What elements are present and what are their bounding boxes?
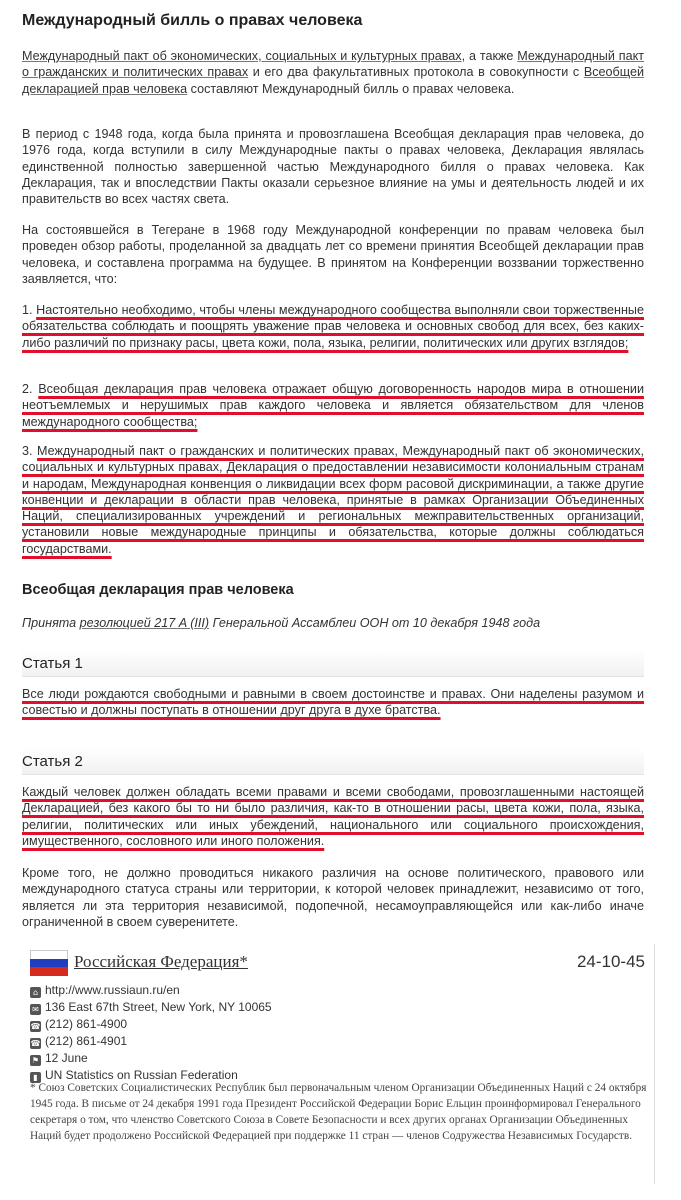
proclamation-point-1: 1. Настоятельно необходимо, чтобы члены международного сообщества выполняли свои торжественные обязательства соблюдать и поощрять уважение прав человека и основных свобод для всех, без каких-либо различий по признаку расы, цвета кожи, пола, языка, религии, политических или других взглядов; [22,303,644,350]
article-1-text: Все люди рождаются свободными и равными в своем достоинстве и правах. Они наделены разумом и совестью и должны поступать в отношении друг друга в духе братства. [22,687,644,718]
website-row [30,982,180,999]
iccpr-link[interactable]: Международный пакт о гражданских и политических правах [22,49,644,80]
russia-flag-icon [30,950,68,976]
address-row: ✉ 136 East 67th Street, New York, NY 10065 [30,999,272,1016]
chart-icon: ▮ [30,1072,41,1083]
tehran-paragraph: На состоявшейся в Тегеране в 1968 году Международной конференции по правам человека был проведен обзор работы, проделанной за двадцать лет со времени принятия Всеобщей декларации прав человека, и составлена программа на будущее. В принятом на Конференции воззвании торжественно заявляется, что: [22,223,644,286]
history-paragraph: В период с 1948 года, когда была принята и провозглашена Всеобщая декларация прав человека, до 1976 года, когда вступили в силу Международные пакты о правах человека, Декларация являлась единственной полностью завершенной частью Международного билля о правах человека. Как Декларация, так и впоследствии Пакты оказали серьезное влияние на умы и деятельность людей и их правительств во всех частях света. [22,127,644,207]
national-day-row: ⚑ 12 June [31,1051,88,1065]
envelope-icon: ✉ [30,1004,41,1015]
phone-icon: ☎ [30,1022,41,1031]
footnote: * Союз Советских Социалистических Республик был первоначальным членом Организации Объединенных Наций с 24 октября 1945 года. В письме от 24 декабря 1991 года Президент Российской Федерации Борис Ельцин проинформировал Генерального секретаря о том, что членство Советского Союза в Совете Безопасности и всех других органах Организации Объединенных Наций будет продолжено Российской Федерацией при поддержке 11 стран — членов Содружества Независимых Государств. [30,1082,647,1142]
country-name-link[interactable]: Российская Федерация* [74,952,248,971]
icescr-link[interactable]: Международный пакт об экономических, социальных и культурных правах [22,49,462,63]
home-icon: ⌂ [30,987,41,998]
website-link[interactable]: http://www.russiaun.ru/en [45,983,180,997]
proclamation-point-3: 3. Международный пакт о гражданских и политических правах, Международный пакт об экономических, социальных и культурных правах, Декларация о предоставлении независимости колониальным странам и народам, Международная конвенция о ликвидации всех форм расовой дискриминации, а также другие конвенции и декларации в области прав человека, принятые в рамках Организации Объединенных Наций, специализированных учреждений и региональных межправительственных организаций, установили новые международные принципы и обязательства, которые должны соблюдаться государствами. [22,444,644,556]
intro-paragraph: Международный пакт об экономических, социальных и культурных правах, а также Международный пакт о гражданских и политических правах и его два факультативных протокола в совокупности с Всеобщей декларацией прав человека составляют Международный билль о правах человека. [22,49,645,96]
udhr-title: Всеобщая декларация прав человека [22,582,294,598]
stats-link[interactable]: UN Statistics on Russian Federation [45,1068,238,1082]
article-1-heading: Статья 1 [22,650,644,677]
country-card [30,944,655,1184]
card-divider [654,944,655,1184]
resolution-link[interactable]: резолюцией 217 A (III) [79,616,210,630]
proclamation-point-2: 2. Всеобщая декларация прав человека отражает общую договоренность народов мира в отношении неотъемлемых и нерушимых прав каждого человека и является обязательством для членов международного сообщества; [22,382,644,429]
phone-row: ☎ (212) 861-4900 [30,1017,128,1031]
admission-date: 24-10-45 [576,952,645,971]
page-title: Международный билль о правах человека [22,12,363,29]
article-2-heading: Статья 2 [22,748,644,775]
fax-row: ☎ (212) 861-4901 [30,1034,128,1048]
article-2-extra-text: Кроме того, не должно проводиться никакого различия на основе политического, правового или международного статуса страны или территории, к которой человек принадлежит, независимо от того, является ли эта территория независимой, подопечной, несамоуправляющейся или как-либо иначе ограниченной в своем суверенитете. [22,866,644,929]
adoption-note: Принята резолюцией 217 A (III) Генеральной Ассамблеи ООН от 10 декабря 1948 года [22,616,541,630]
article-2-text: Каждый человек должен обладать всеми правами и всеми свободами, провозглашенными настоящей Декларацией, без какого бы то ни было различия, как-то в отношении расы, цвета кожи, пола, языка, религии, политических или иных убеждений, национального или социального происхождения, имущественного, сословного или иного положения. [22,785,644,848]
flag-icon: ⚑ [31,1056,40,1065]
fax-icon: ☎ [30,1039,41,1048]
udhr-link[interactable]: Всеобщей декларацией прав человека [22,65,645,96]
